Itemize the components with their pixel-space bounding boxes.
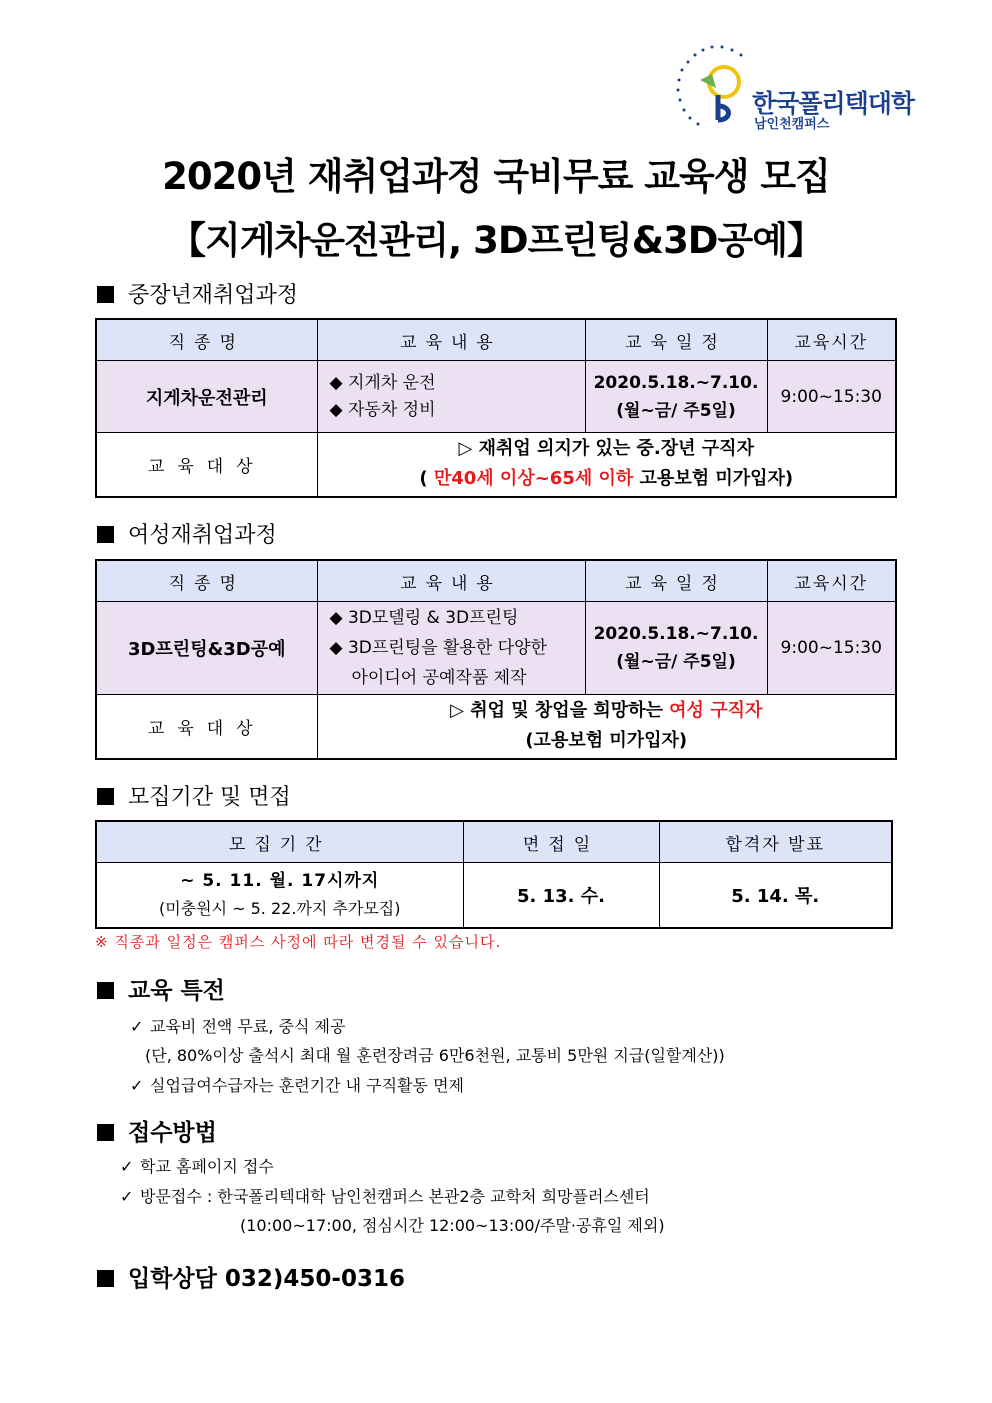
recruitment-table xyxy=(95,820,893,929)
schedule-change-note: ※ 직종과 일정은 캠퍼스 사정에 따라 변경될 수 있습니다. xyxy=(95,933,502,951)
contact-phone: 입학상담 032)450-0316 xyxy=(128,1266,405,1292)
benefit-item: ✓ 교육비 전액 무료, 중식 제공 xyxy=(130,1017,346,1036)
women-course-table xyxy=(95,559,897,760)
square-bullet-icon xyxy=(97,286,114,303)
header-schedule: 교육일정 xyxy=(585,319,767,361)
table-row xyxy=(96,863,892,928)
header-content: 교육내용 xyxy=(317,560,585,602)
section-heading-women: 여성재취업과정 xyxy=(97,518,277,549)
header-time: 교육시간 xyxy=(767,319,896,361)
age-range-highlight: 만40세 이상~65세 이하 xyxy=(433,468,634,490)
course-time: 9:00~15:30 xyxy=(767,361,896,433)
course-content: ◆ 3D모델링 & 3D프린팅 ◆ 3D프린팅을 활용한 다양한 아이디어 공예작품 제작 xyxy=(317,602,585,695)
section-heading-application: 접수방법 xyxy=(97,1114,217,1147)
course-schedule: 2020.5.18.~7.10. (월~금/ 주5일) xyxy=(585,361,767,433)
section-heading-recruitment: 모집기간 및 면접 xyxy=(97,780,291,811)
course-name: 지게차운전관리 xyxy=(96,361,317,433)
table-row xyxy=(96,602,896,695)
table-row xyxy=(96,433,896,497)
check-icon: ✓ xyxy=(120,1187,134,1206)
campus-name: 남인천캠퍼스 xyxy=(754,117,830,132)
course-schedule: 2020.5.18.~7.10. (월~금/ 주5일) xyxy=(585,602,767,695)
recruitment-period: ~ 5. 11. 월. 17시까지 (미충원시 ~ 5. 22.까지 추가모집) xyxy=(96,863,463,928)
polytech-logo-icon xyxy=(672,40,762,132)
application-item: ✓ 방문접수 : 한국폴리텍대학 남인천캠퍼스 본관2층 교학처 희망플러스센터 xyxy=(120,1187,650,1206)
college-name: 한국폴리텍대학 xyxy=(752,89,915,118)
check-icon: ✓ xyxy=(130,1076,144,1095)
header-interview: 면접일 xyxy=(463,821,659,863)
college-logo xyxy=(672,40,915,132)
interview-date: 5. 13. 수. xyxy=(463,863,659,928)
table-row xyxy=(96,695,896,759)
women-highlight: 여성 구직자 xyxy=(669,700,763,722)
header-job-name: 직종명 xyxy=(96,319,317,361)
page-title: 2020년 재취업과정 국비무료 교육생 모집 xyxy=(162,155,830,198)
target-description: ▷ 재취업 의지가 있는 중.장년 구직자 ( 만40세 이상~65세 이하 고용보험 미가입자) xyxy=(317,433,896,497)
header-announce: 합격자 발표 xyxy=(659,821,892,863)
square-bullet-icon xyxy=(97,1270,114,1287)
square-bullet-icon xyxy=(97,1124,114,1141)
header-content: 교육내용 xyxy=(317,319,585,361)
section-heading-middle-aged: 중장년재취업과정 xyxy=(97,278,298,309)
application-item: ✓ 학교 홈페이지 접수 xyxy=(120,1157,274,1176)
middle-aged-course-table xyxy=(95,318,897,498)
check-icon: ✓ xyxy=(130,1017,144,1036)
section-heading-benefits: 교육 특전 xyxy=(97,972,225,1005)
header-time: 교육시간 xyxy=(767,560,896,602)
target-label: 교육대상 xyxy=(96,433,317,497)
square-bullet-icon xyxy=(97,526,114,543)
check-icon: ✓ xyxy=(120,1157,134,1176)
table-header-row xyxy=(96,319,896,361)
header-period: 모집기간 xyxy=(96,821,463,863)
benefit-item: ✓ 실업급여수급자는 훈련기간 내 구직활동 면제 xyxy=(130,1076,465,1095)
page-subtitle: 【지게차운전관리, 3D프린팅&3D공예】 xyxy=(168,219,824,262)
application-hours: (10:00~17:00, 점심시간 12:00~13:00/주말·공휴일 제외) xyxy=(240,1216,665,1235)
target-description: ▷ 취업 및 창업을 희망하는 여성 구직자 (고용보험 미가입자) xyxy=(317,695,896,759)
announce-date: 5. 14. 목. xyxy=(659,863,892,928)
table-header-row xyxy=(96,560,896,602)
course-time: 9:00~15:30 xyxy=(767,602,896,695)
benefit-item-detail: (단, 80%이상 출석시 최대 월 훈련장려금 6만6천원, 교통비 5만원 지급(일할계산)) xyxy=(145,1046,725,1065)
course-name: 3D프린팅&3D공예 xyxy=(96,602,317,695)
square-bullet-icon xyxy=(97,788,114,805)
square-bullet-icon xyxy=(97,982,114,999)
header-schedule: 교육일정 xyxy=(585,560,767,602)
target-label: 교육대상 xyxy=(96,695,317,759)
section-heading-contact xyxy=(97,1260,405,1293)
course-content: ◆ 지게차 운전 ◆ 자동차 정비 xyxy=(317,361,585,433)
table-row xyxy=(96,361,896,433)
table-header-row xyxy=(96,821,892,863)
header-job-name: 직종명 xyxy=(96,560,317,602)
